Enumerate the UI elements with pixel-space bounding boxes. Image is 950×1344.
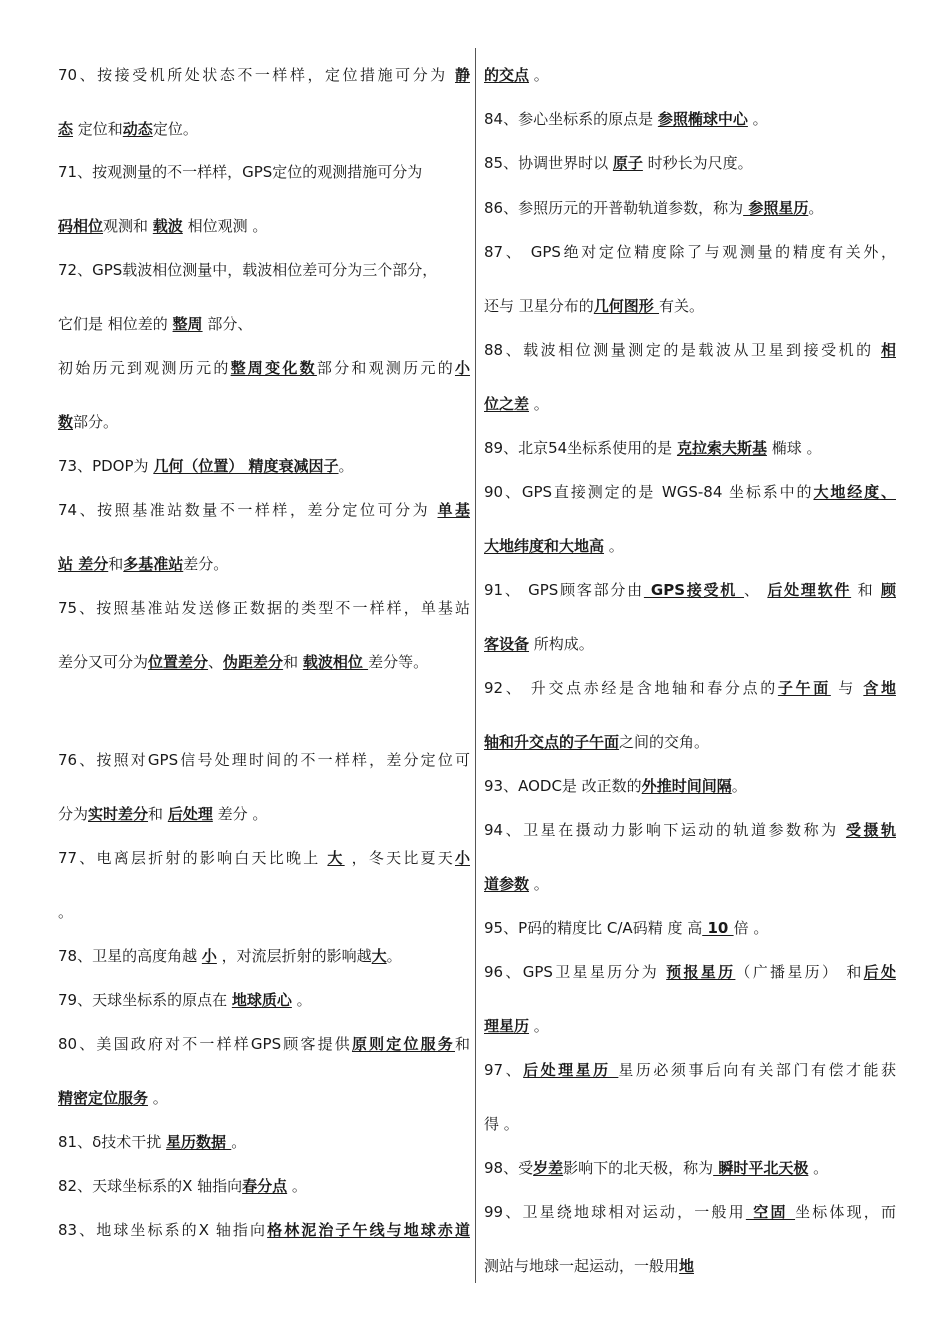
text-segment: 72、GPS载波相位测量中，载波相位差可分为三个部分， [58,261,438,279]
text-segment: （广播星历） 和 [735,963,864,981]
answer-text: 子午面 [777,679,831,697]
text-segment: 椭球 。 [766,439,822,457]
answer-text: 后处理星历 [523,1061,619,1079]
answer-text: 大 [327,849,345,867]
text-segment: 。 [731,777,747,795]
text-segment: 和 [851,581,881,599]
answer-text: 克拉索夫斯基 [676,439,767,457]
text-segment: 78、卫星的高度角越 [58,947,202,965]
text-segment: 74、按照基准站数量不一样样，差分定位可分为 [58,501,438,519]
text-segment: 差分等。 [368,653,429,671]
right-line [484,1060,896,1080]
text-segment: 有关。 [659,297,705,315]
text-segment: 差分 。 [212,805,268,823]
text-segment: 。 [231,1133,247,1151]
text-segment: 80、美国政府对不一样样GPS顾客提供 [58,1035,352,1053]
text-segment: 倍 。 [733,919,769,937]
answer-text: 外推时间间隔 [641,777,732,795]
answer-text: 位之差 [484,395,530,413]
right-line [484,820,896,840]
text-segment: 和 [454,1035,470,1053]
answer-text: 伪距差分 [223,653,284,671]
text-segment: 坐标体现，而 [795,1203,896,1221]
column-divider [475,48,476,1283]
text-segment: 89、北京54坐标系使用的是 [484,439,677,457]
right-line [484,198,823,218]
left-line [58,456,354,476]
answer-text: 多基准站 [123,555,184,573]
right-line [484,874,549,894]
text-segment: 85、协调世界时以 [484,154,613,172]
text-segment: 75、按照基准站发送修正数据的类型不一样样，单基站 [58,599,470,617]
right-line [484,242,896,262]
answer-text: 动态 [122,120,153,138]
text-segment: 。 [291,991,312,1009]
answer-text: 的交点 [484,66,530,84]
right-line [484,536,624,556]
text-segment: 83、地球坐标系的X 轴指向 [58,1221,268,1239]
text-segment: 。 [148,1089,168,1107]
right-line [484,678,896,698]
answer-text: 实时差分 [88,805,149,823]
text-segment: 82、天球坐标系的X 轴指向 [58,1177,243,1195]
right-line [484,1202,896,1222]
answer-text: 后处理 [167,805,213,823]
text-segment: 。 [338,457,354,475]
answer-text: 几何（位置） 精度衰减因子 [153,457,339,475]
left-line [58,652,428,672]
text-segment: 差分。 [183,555,229,573]
left-line [58,1220,470,1240]
left-line [58,412,118,432]
text-segment: 87、 GPS绝对定位精度除了与观测量的精度有关外， [484,243,896,261]
text-segment: 定位。 [152,120,198,138]
right-line [484,732,709,752]
text-segment: 影响下的北天极，称为 [563,1159,714,1177]
answer-text: 后处 [863,963,896,981]
answer-text: 位置差分 [148,653,209,671]
answer-text: 整周变化数 [230,359,317,377]
text-segment: 96、GPS卫星星历分为 [484,963,667,981]
right-line [484,109,768,129]
text-segment: 。 [529,66,549,84]
text-segment: 还与 卫星分布的 [484,297,594,315]
answer-text: 春分点 [242,1177,288,1195]
text-segment: 94、卫星在摄动力影响下运动的轨道参数称为 [484,821,846,839]
text-segment: 部分、 [202,315,253,333]
answer-text: 参照椭球中心 [657,110,748,128]
text-segment: 所构成。 [529,635,594,653]
text-segment: 90、GPS直接测定的是 WGS-84 坐标系中的 [484,483,814,501]
text-segment: 初始历元到观测历元的 [58,359,231,377]
text-segment: 。 [747,110,768,128]
answer-text: 单基 [437,501,470,519]
text-segment: 得 。 [484,1115,519,1133]
answer-text: 预报星历 [666,963,736,981]
right-line [484,1016,549,1036]
text-segment: 76、按照对GPS信号处理时间的不一样样，差分定位可 [58,751,470,769]
text-segment: 。 [808,1159,829,1177]
text-segment: 71、按观测量的不一样样，GPS定位的观测措施可分为 [58,163,423,181]
answer-text: 精密定位服务 [58,1089,149,1107]
answer-text: 受摄轨 [845,821,896,839]
answer-text: 地 [679,1257,695,1275]
text-segment: 。 [58,903,74,921]
text-segment: 70、按接受机所处状态不一样样，定位措施可分为 [58,66,455,84]
text-segment: 观测和 [103,217,153,235]
answer-text: 轴和升交点的子午面 [484,733,620,751]
right-line [484,962,896,982]
left-line [58,750,470,770]
text-segment: 79、天球坐标系的原点在 [58,991,232,1009]
text-segment: 和 [148,805,168,823]
answer-text: 大地经度、 [813,483,896,501]
text-segment: 93、AODC是 改正数的 [484,777,642,795]
right-line [484,580,896,600]
answer-text: 整周 [172,315,203,333]
answer-text: 载波相位 [302,653,369,671]
left-line [58,260,437,280]
left-line [58,804,267,824]
text-segment: ，冬天比夏天 [344,849,455,867]
answer-text: 顾 [880,581,896,599]
left-line [58,946,402,966]
left-line [58,1132,246,1152]
text-segment: 与 [830,679,864,697]
right-line [484,438,822,458]
answer-text: 几何图形 [593,297,660,315]
text-segment: 81、δ技术干扰 [58,1133,167,1151]
left-line [58,500,470,520]
answer-text: 10 [702,919,734,937]
text-segment: 86、参照历元的开普勒轨道参数，称为 [484,199,744,217]
text-segment: 分为 [58,805,89,823]
answer-text: 理星历 [484,1017,530,1035]
answer-text: 站 差分 [58,555,109,573]
text-segment: 测站与地球一起运动，一般用 [484,1257,680,1275]
text-segment: 。 [287,1177,307,1195]
answer-text: 原子 [612,154,643,172]
left-line [58,314,252,334]
left-line [58,65,470,85]
right-line [484,1114,519,1134]
text-segment: 。 [529,395,549,413]
text-segment: 99、卫星绕地球相对运动，一般用 [484,1203,746,1221]
text-segment: 84、参心坐标系的原点是 [484,110,658,128]
text-segment: 。 [386,947,402,965]
answer-text: 空固 [745,1203,796,1221]
text-segment: 和 [283,653,303,671]
left-line [58,902,73,922]
text-segment: 、 [208,653,224,671]
text-segment: 。 [604,537,624,555]
text-segment: 91、 GPS顾客部分由 [484,581,644,599]
right-line [484,776,747,796]
answer-text: 小 [454,849,470,867]
answer-text: 载波 [152,217,183,235]
text-segment: 98、受 [484,1159,534,1177]
text-segment: 部分。 [73,413,119,431]
left-line [58,598,470,618]
text-segment: 73、PDOP为 [58,457,154,475]
answer-text: 原则定位服务 [351,1035,455,1053]
right-line [484,153,753,173]
text-segment: 相位观测 。 [182,217,268,235]
text-segment: 。 [808,199,824,217]
left-line [58,358,470,378]
text-segment: 星历必须事后向有关部门有偿才能获 [618,1061,896,1079]
text-segment: 。 [529,1017,549,1035]
answer-text: 地球质心 [231,991,292,1009]
answer-text: 态 [58,120,74,138]
text-segment: 部分和观测历元的 [316,359,455,377]
right-line [484,482,896,502]
answer-text: 道参数 [484,875,530,893]
answer-text: 格林泥治子午线与地球赤道 [267,1221,470,1239]
right-line [484,918,768,938]
answer-text: 相 [880,341,896,359]
left-line [58,990,312,1010]
text-segment: 、 [744,581,768,599]
text-segment: 77、电离层折射的影响白天比晚上 [58,849,328,867]
text-segment: 它们是 相位差的 [58,315,173,333]
answer-text: 参照星历 [743,199,809,217]
answer-text: 小 [201,947,217,965]
text-segment: 95、P码的精度比 C/A码精 度 高 [484,919,703,937]
left-line [58,216,267,236]
answer-text: 客设备 [484,635,530,653]
text-segment: 。 [529,875,549,893]
answer-text: 码相位 [58,217,104,235]
left-line [58,1034,470,1054]
text-segment: 时秒长为尺度。 [642,154,753,172]
right-line [484,1256,694,1276]
text-segment: 差分又可分为 [58,653,149,671]
answer-text: 静 [454,66,470,84]
answer-text: 岁差 [533,1159,564,1177]
right-line [484,65,549,85]
right-line [484,296,704,316]
left-line [58,554,228,574]
right-line [484,394,549,414]
left-line [58,162,422,182]
answer-text: 后处理软件 [767,581,852,599]
left-line [58,1088,168,1108]
text-segment: 之间的交角。 [619,733,710,751]
text-segment: 88、载波相位测量测定的是载波从卫星到接受机的 [484,341,881,359]
answer-text: GPS接受机 [643,581,745,599]
answer-text: 大地纬度和大地高 [484,537,605,555]
answer-text: 瞬时平北天极 [713,1159,809,1177]
answer-text: 含地 [863,679,896,697]
left-line [58,119,198,139]
answer-text: 大 [371,947,387,965]
right-line [484,634,594,654]
answer-text: 小 [454,359,470,377]
right-line [484,340,896,360]
text-segment: 92、 升交点赤经是含地轴和春分点的 [484,679,778,697]
answer-text: 数 [58,413,74,431]
text-segment: 定位和 [73,120,123,138]
left-line [58,1176,307,1196]
text-segment: 和 [108,555,124,573]
answer-text: 星历数据 [166,1133,232,1151]
text-segment: ，对流层折射的影响越 [216,947,372,965]
text-segment: 97、 [484,1061,524,1079]
right-line [484,1158,828,1178]
left-line [58,848,470,868]
